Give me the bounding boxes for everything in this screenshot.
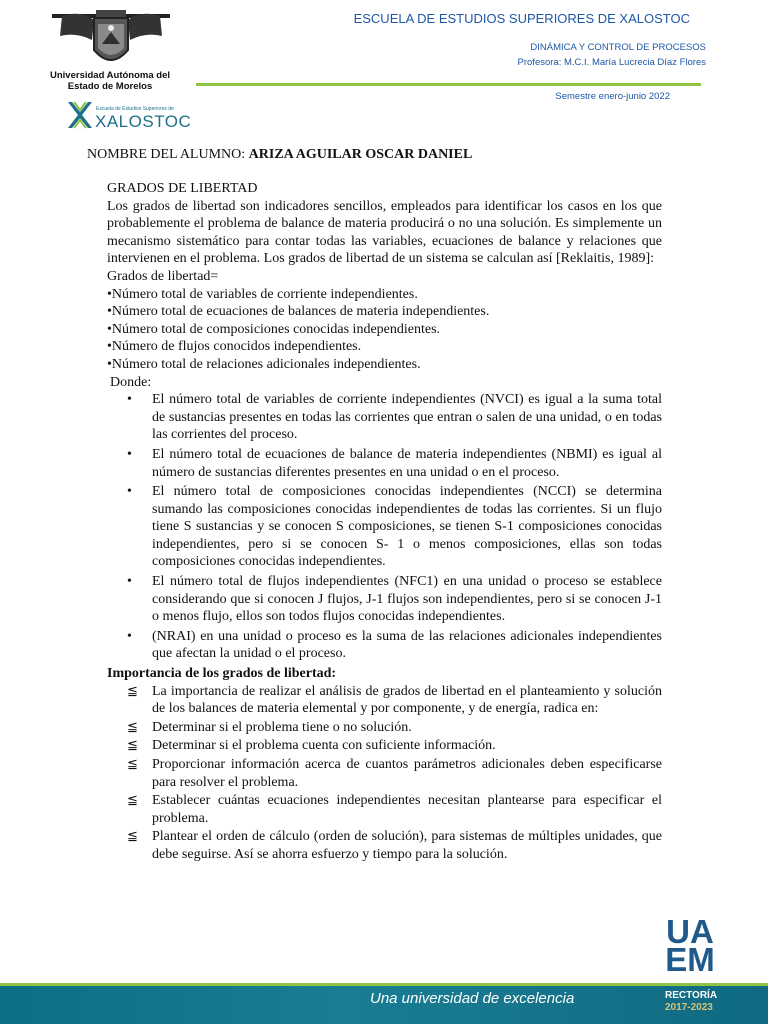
importance-list xyxy=(107,683,662,864)
formula-term: •Número total de relaciones adicionales independientes. xyxy=(107,356,421,372)
list-item: • El número total de ecuaciones de balance de materia independientes (NBMI) es igual al número de sustancias diferentes presentes en una unidad o en el proceso. xyxy=(152,446,662,481)
xalostoc-x-mark-icon xyxy=(66,100,92,130)
school-title: ESCUELA DE ESTUDIOS SUPERIORES DE XALOSTOC xyxy=(353,11,690,26)
footer-slogan: Una universidad de excelencia xyxy=(370,990,575,1007)
uaem-logo-line2: EM xyxy=(665,941,715,978)
list-item: ≦ Proporcionar información acerca de cuantos parámetros adicionales deben especificarse para resolver el problema. xyxy=(152,756,662,791)
footer-accent-line xyxy=(0,983,768,986)
list-item: ≦ Establecer cuántas ecuaciones independientes necesitan plantearse para especificar el problema. xyxy=(152,792,662,827)
section-title: GRADOS DE LIBERTAD xyxy=(107,181,258,196)
rectoria-years: 2017-2023 xyxy=(665,1002,713,1013)
formula-title: Grados de libertad= xyxy=(107,268,219,284)
document-body xyxy=(107,180,662,865)
formula-term: •Número de flujos conocidos independientes. xyxy=(107,339,362,355)
course-name: DINÁMICA Y CONTROL DE PROCESOS xyxy=(530,42,706,53)
rectoria-label: RECTORÍA xyxy=(665,990,718,1001)
student-name-line xyxy=(87,147,472,163)
donde-label: Donde: xyxy=(110,374,152,390)
semester-label: Semestre enero-junio 2022 xyxy=(555,91,670,102)
formula-term: •Número total de composiciones conocidas independientes. xyxy=(107,321,441,337)
list-item: • El número total de flujos independientes (NFC1) en una unidad o proceso se establece considerando que si conocen J flujos, J-1 flujos son independientes, pero si se conocen J-1 o menos flujo, ellos son todos flujos conocidas independientes. xyxy=(152,573,662,626)
list-item: ≦ Determinar si el problema cuenta con suficiente información. xyxy=(152,737,662,755)
list-item: • El número total de composiciones conocidas independientes (NCCI) se determina sumando las composiciones conocidas independientes de todas las corrientes. Si un flujo tiene S sustancias y se conocen S composiciones, se tienen S-1 composiciones conocidas independientes, pero si se conocen S- 1 o menos composiciones, ellas son todas composiciones conocidas independientes. xyxy=(152,483,662,571)
list-item: ≦ Determinar si el problema tiene o no solución. xyxy=(152,719,662,737)
xalostoc-name: XALOSTOC xyxy=(95,112,192,131)
formula-term: •Número total de ecuaciones de balances de materia independientes. xyxy=(107,304,490,320)
definitions-list xyxy=(107,391,662,663)
list-item: ≦ Plantear el orden de cálculo (orden de solución), para sistemas de múltiples unidades, que debe seguirse. Así se ahorra esfuerzo y tiempo para la solución. xyxy=(152,828,662,863)
header-divider xyxy=(196,83,701,86)
list-item: • (NRAI) en una unidad o proceso es la suma de las relaciones adicionales independientes que afectan la unidad o el proceso. xyxy=(152,628,662,663)
university-name xyxy=(40,70,180,92)
formula-term: •Número total de variables de corriente independientes. xyxy=(107,286,418,302)
rectoria-badge xyxy=(665,990,717,1014)
university-name-line1: Universidad Autónoma del xyxy=(50,70,170,81)
student-label: NOMBRE DEL ALUMNO: xyxy=(87,147,249,162)
list-item: • El número total de variables de corriente independientes (NVCI) es igual a la suma total de sustancias presentes en todas las corrientes que entran o salen de una unidad, o en todas las corrientes del proceso. xyxy=(152,391,662,444)
university-crest-logo xyxy=(52,10,170,74)
uaem-logo-line1: UA xyxy=(666,913,714,950)
xalostoc-small-text: Escuela de Estudios Superiores de xyxy=(96,106,174,112)
uaem-logo xyxy=(660,913,720,978)
university-name-line2: Estado de Morelos xyxy=(67,81,153,92)
student-name: ARIZA AGUILAR OSCAR DANIEL xyxy=(248,147,473,162)
intro-paragraph: Los grados de libertad son indicadores sencillos, empleados para identificar los casos en los que probablemente el problema de balance de materia producirá o no una solución. Es simplemente un mecanismo sistemático para contar todas las variables, ecuaciones de balance y relaciones que intervienen en el problema. Los grados de libertad de un sistema se calculan así [Reklaitis, 1989]: xyxy=(107,198,662,267)
list-item: ≦ La importancia de realizar el análisis de grados de libertad en el planteamiento y solución de los balances de materia elemental y por componente, y de energía, radica en: xyxy=(152,683,662,718)
xalostoc-logo xyxy=(66,98,192,132)
importance-title: Importancia de los grados de libertad: xyxy=(107,666,337,682)
teacher-name: Profesora: M.C.I. María Lucrecia Díaz Flores xyxy=(517,57,706,68)
